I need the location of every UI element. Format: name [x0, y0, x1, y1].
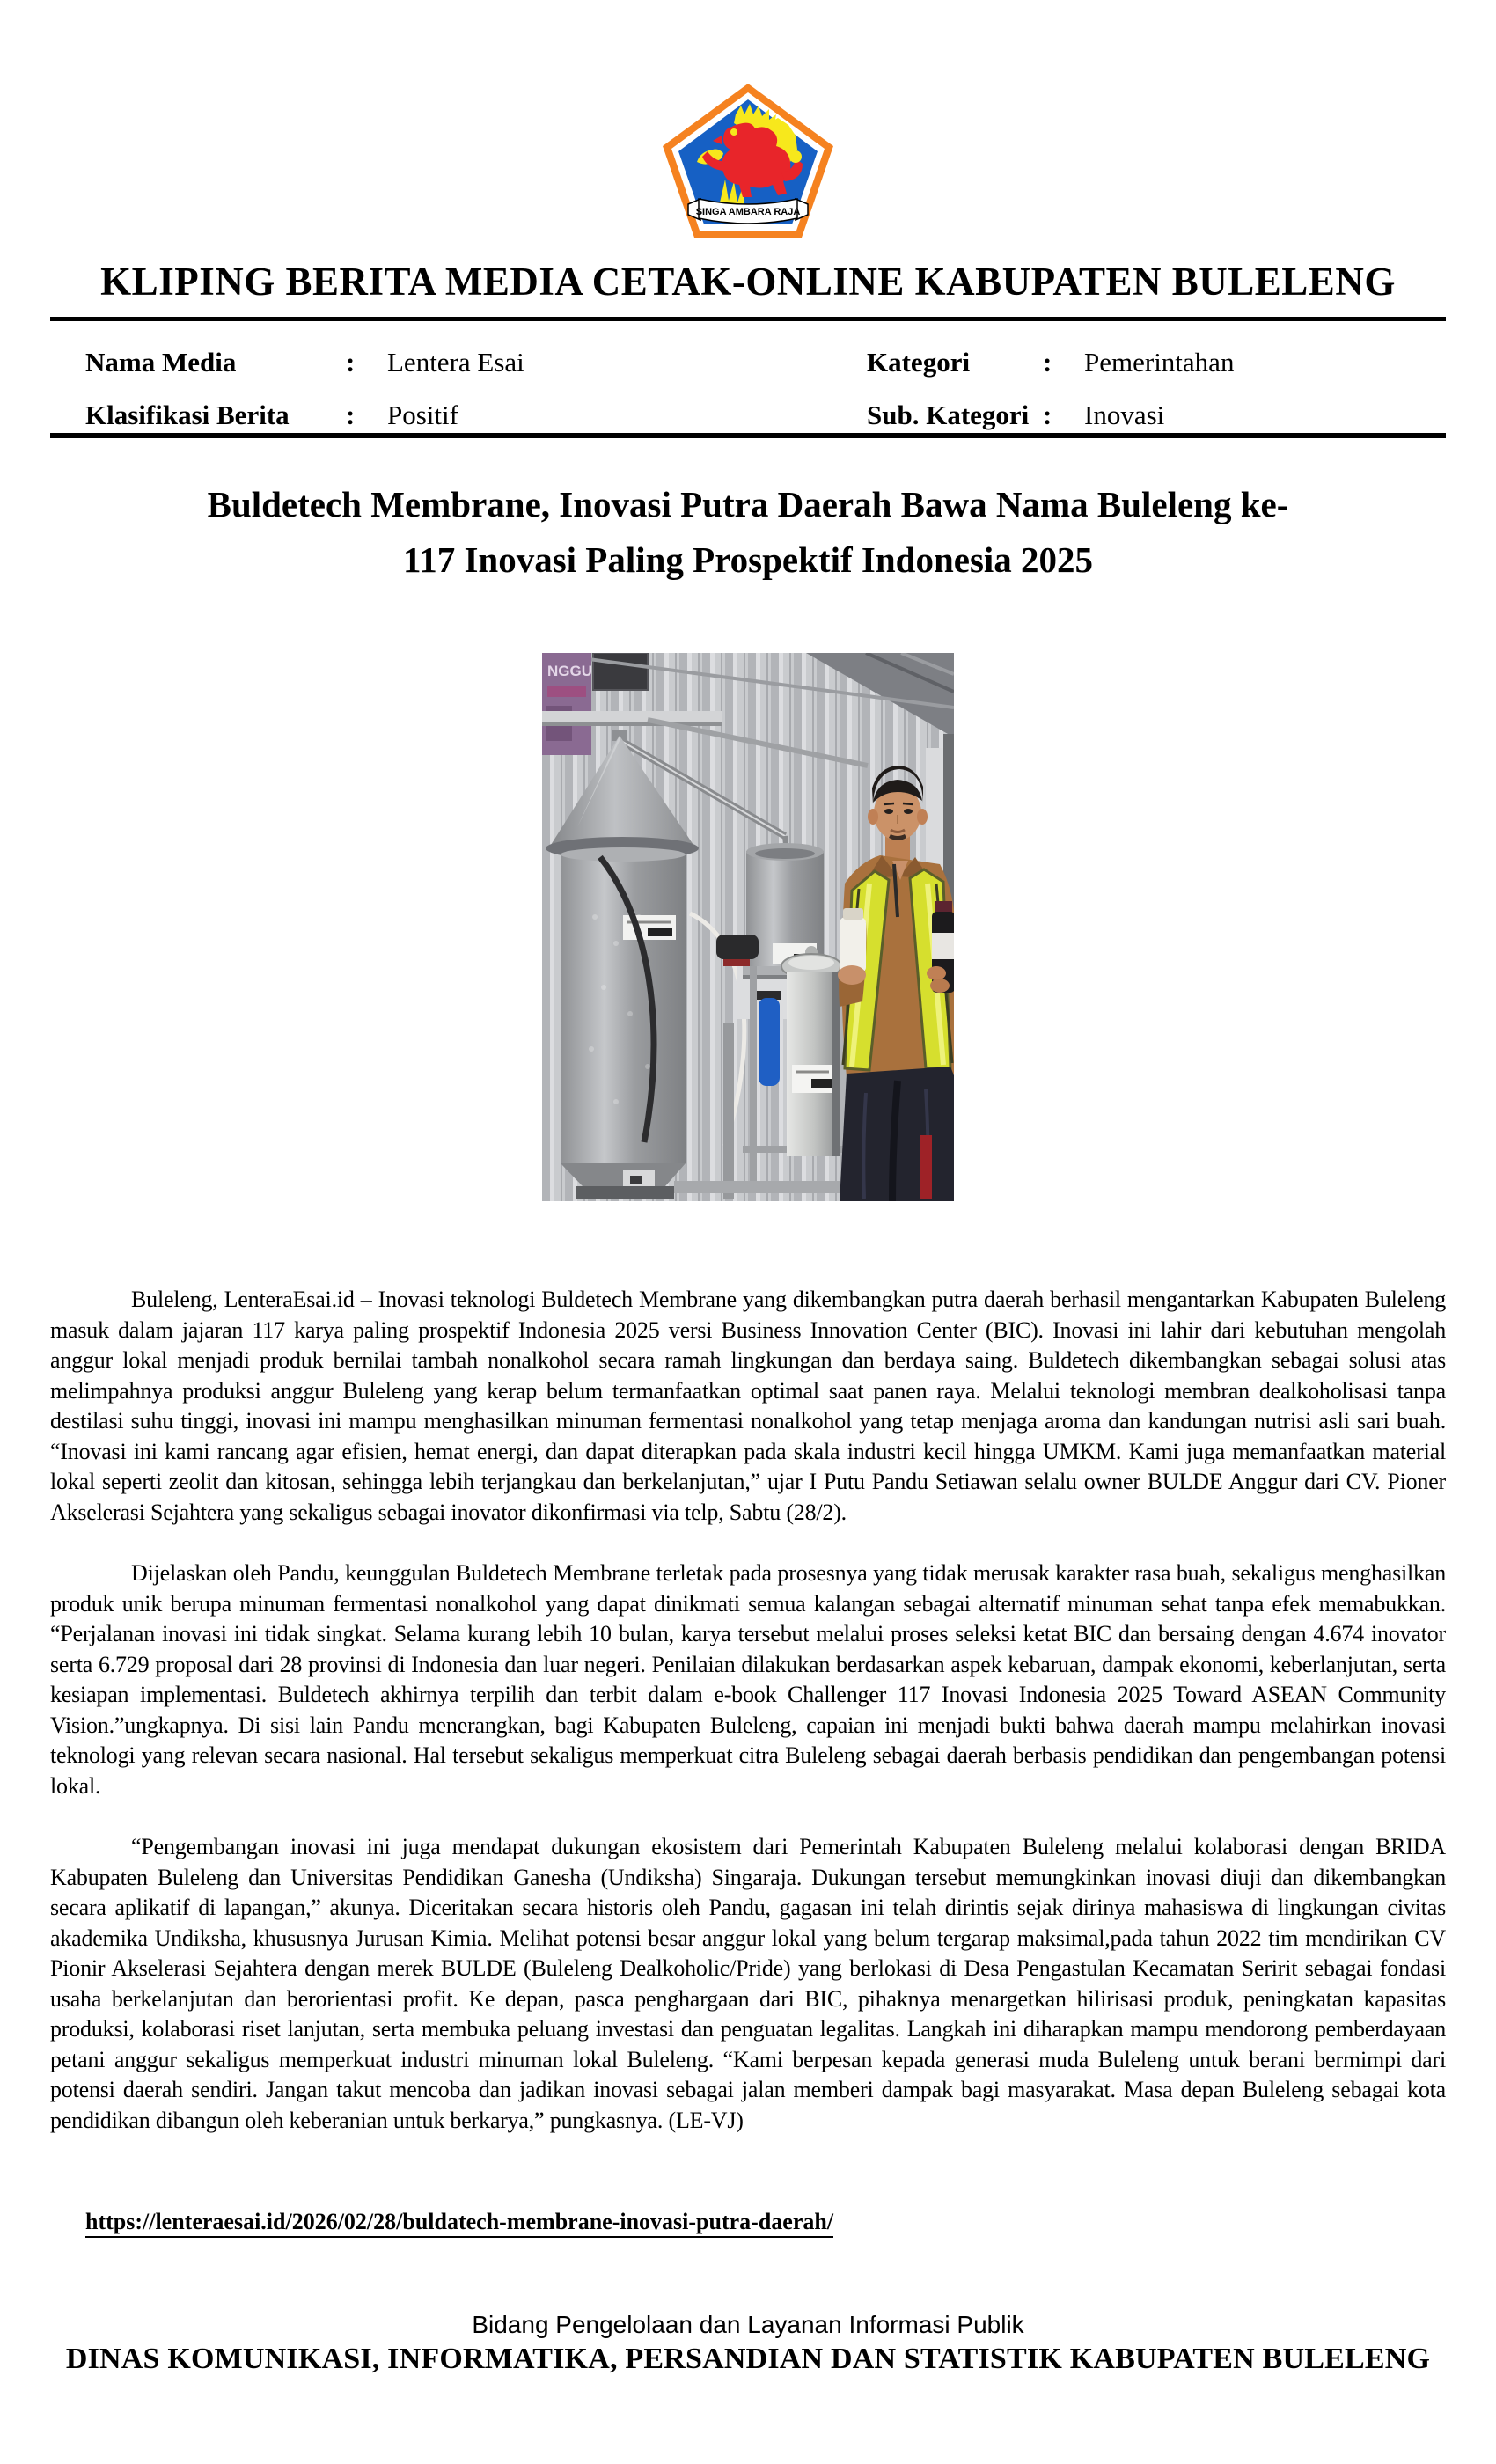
page-title: KLIPING BERITA MEDIA CETAK-ONLINE KABUPATEN BULELENG	[100, 260, 1396, 304]
article-paragraph: Dijelaskan oleh Pandu, keunggulan Buldetech Membrane terletak pada prosesnya yang tidak merusak karakter rasa buah, sekaligus menghasilkan produk unik berupa minuman fermentasi nonalkohol yang dapat dinikmati semua kalangan sebagai alternatif minuman sehat tanpa efek memabukkan. “Perjalanan inovasi ini tidak singkat. Selama kurang lebih 10 bulan, karya tersebut melalui proses seleksi ketat BIC dan bersaing dengan 4.674 inovator serta 6.729 proposal dari 28 provinsi di Indonesia dan luar negeri. Penilaian dilakukan berdasarkan aspek kebaruan, dampak ekonomi, keberlanjutan, serta kesiapan implementasi. Buldetech akhirnya terpilih dan terbit dalam e-book Challenger 117 Inovasi Indonesia 2025 Toward ASEAN Community Vision.”ungkapnya. Di sisi lain Pandu menerangkan, bagi Kabupaten Buleleng, capaian ini menjadi bukti bahwa daerah mampu melahirkan inovasi teknologi yang relevan secara nasional. Hal tersebut sekaligus memperkuat citra Buleleng sebagai daerah berbasis pendidikan dan pengembangan potensi lokal.	[50, 1560, 1446, 1799]
photo-illustration	[542, 653, 954, 1201]
meta-label-kategori: Kategori	[867, 347, 971, 378]
metadata-row	[85, 336, 1443, 389]
meta-label-nama-media: Nama Media	[85, 347, 237, 378]
divider-bottom	[50, 433, 1446, 438]
photo-banner-text: NGGU	[547, 663, 592, 679]
metadata-table	[85, 336, 1443, 442]
meta-value-klasifikasi: Positif	[387, 400, 458, 430]
footer-agency: DINAS KOMUNIKASI, INFORMATIKA, PERSANDIAN DAN STATISTIK KABUPATEN BULELENG	[65, 2343, 1431, 2375]
logo-banner-text: SINGA AMBARA RAJA	[695, 207, 801, 217]
meta-colon: :	[1043, 347, 1052, 378]
meta-value-sub-kategori: Inovasi	[1084, 400, 1165, 430]
article-paragraph: Buleleng, LenteraEsai.id – Inovasi teknologi Buldetech Membrane yang dikembangkan putra daerah berhasil mengantarkan Kabupaten Buleleng masuk dalam jajaran 117 karya paling prospektif Indonesia 2025 versi Business Innovation Center (BIC). Inovasi ini lahir dari kebutuhan mengolah anggur lokal menjadi produk bernilai tambah nonalkohol secara ramah lingkungan dan berdaya saing. Buldetech dikembangkan sebagai solusi atas melimpahnya produksi anggur Buleleng yang kerap belum termanfaatkan optimal saat panen raya. Melalui teknologi membran dealkoholisasi tanpa destilasi suhu tinggi, inovasi ini mampu menghasilkan minuman fermentasi nonalkohol yang tetap menjaga aroma dan kandungan nutrisi asli sari buah. “Inovasi ini kami rancang agar efisien, hemat energi, dan dapat diterapkan pada skala industri kecil hingga UMKM. Kami juga memanfaatkan material lokal seperti zeolit dan kitosan, sehingga lebih terjangkau dan berkelanjutan,” ujar I Putu Pandu Setiawan selalu owner BULDE Anggur dari CV. Pioner Akselerasi Sejahtera yang sekaligus sebagai inovator dikonfirmasi via telp, Sabtu (28/2).	[50, 1287, 1446, 1525]
meta-colon: :	[346, 347, 356, 378]
article-paragraph: “Pengembangan inovasi ini juga mendapat dukungan ekosistem dari Pemerintah Kabupaten Buleleng melalui kolaborasi dengan BRIDA Kabupaten Buleleng dan Universitas Pendidikan Ganesha (Undiksha) Singaraja. Dukungan tersebut memungkinkan inovasi diuji dan dikembangkan secara aplikatif di lapangan,” akunya. Diceritakan secara historis oleh Pandu, gagasan ini telah dirintis sejak dirinya mahasiswa di lingkungan civitas akademika Undiksha, khususnya Jurusan Kimia. Melihat potensi besar anggur lokal yang belum tergarap maksimal,pada tahun 2022 tim mendirikan CV Pionir Akselerasi Sejahtera dengan merek BULDE (Buleleng Dealkoholic/Pride) yang berlokasi di Desa Pengastulan Kecamatan Seririt sebagai fondasi usaha berkelanjutan dan berorientasi profit. Ke depan, pasca penghargaan dari BIC, pihaknya menargetkan hilirisasi produk, peningkatan kapasitas produksi, kolaborasi riset lanjutan, serta membuka peluang investasi dan penguatan legalitas. Langkah ini diharapkan mampu mendorong pemberdayaan petani anggur sekaligus memperkuat industri minuman lokal Buleleng. “Kami berpesan kepada generasi muda Buleleng untuk berani bermimpi dari potensi daerah sendiri. Jangan takut mencoba dan jadikan inovasi sebagai jalan memberi dampak bagi masyarakat. Masa depan Buleleng sebagai kota pendidikan dibangun oleh keberanian untuk berkarya,” pungkasnya. (LE-VJ)	[50, 1834, 1446, 2133]
source-url-link[interactable]: https://lenteraesai.id/2026/02/28/buldatech-membrane-inovasi-putra-daerah/	[85, 2209, 833, 2238]
meta-colon: :	[1043, 400, 1052, 430]
article-headline: Buldetech Membrane, Inovasi Putra Daerah Bawa Nama Buleleng ke-117 Inovasi Paling Prospektif Indonesia 2025	[207, 484, 1289, 580]
article-photo	[542, 653, 954, 1201]
footer-division: Bidang Pengelolaan dan Layanan Informasi Publik	[472, 2311, 1024, 2338]
meta-colon: :	[346, 400, 356, 430]
buleleng-coat-of-arms-logo	[658, 81, 838, 241]
coat-of-arms-icon	[658, 81, 838, 241]
divider-top	[50, 317, 1446, 321]
meta-label-sub-kategori: Sub. Kategori	[867, 400, 1030, 430]
meta-value-nama-media: Lentera Esai	[387, 347, 524, 378]
meta-value-kategori: Pemerintahan	[1084, 347, 1235, 378]
meta-label-klasifikasi: Klasifikasi Berita	[85, 400, 290, 430]
article-body	[50, 1285, 1446, 2167]
